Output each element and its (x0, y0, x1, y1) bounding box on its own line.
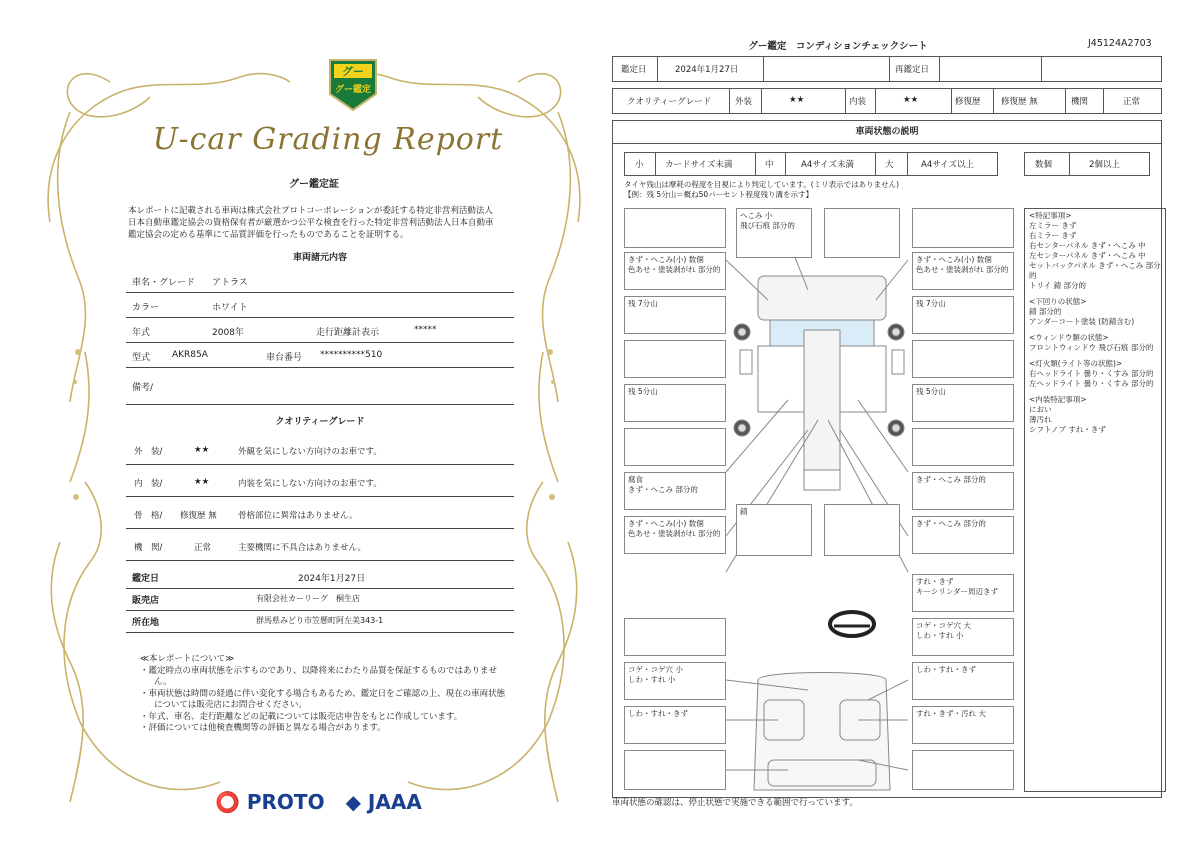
note-box-interior-right-front: コゲ・コゲ穴 大 しわ・すれ 小 (912, 618, 1014, 656)
script-title: U-car Grading Report (152, 122, 504, 157)
note-box-left-rear: 腐食 きず・へこみ 部分的 (624, 472, 726, 510)
engine-value: 正常 (1123, 97, 1141, 107)
sheet-footer: 車両状態の確認は、停止状態で実施できる範囲で行っています。 (612, 798, 858, 808)
note-box-front-center: へこみ 小 飛び石痕 部分的 (736, 208, 812, 258)
sheet-date-value: 2024年1月27日 (675, 65, 739, 75)
note-box-right-bottom: きず・へこみ 部分的 (912, 516, 1014, 554)
group-line: 右ミラー きず (1029, 231, 1077, 240)
notes-group-windows (1029, 333, 1161, 353)
description-title: 車両状態の説明 (613, 121, 1161, 144)
sheet-id: J45124A2703 (1088, 38, 1152, 49)
group-line: 錆 部分的 (1029, 307, 1062, 316)
note-box (912, 428, 1014, 466)
ext-label: 外装 (735, 97, 753, 107)
ext-value: ★★ (789, 95, 805, 105)
quality-label: 外 装/ (134, 447, 163, 457)
count-legend (1024, 152, 1150, 176)
group-line: 右センターパネル きず・へこみ 中 (1029, 241, 1146, 250)
address-value: 群馬県みどり市笠懸町阿左美343-1 (256, 616, 384, 625)
notes-group-interior (1029, 395, 1161, 435)
grade-row (612, 88, 1162, 114)
quality-text: 主要機関に不具合はありません。 (238, 543, 367, 553)
group-line: シフトノブ すれ・きず (1029, 425, 1106, 434)
legend-mid: 中 (765, 160, 774, 170)
chassis-label: 車台番号 (266, 353, 303, 363)
proto-logo: PROTO (246, 790, 325, 814)
year-value: 2008年 (212, 328, 244, 338)
int-label: 内装 (849, 97, 867, 107)
note-box-left-bottom: きず・へこみ(小) 数個 色あせ・塗装剥がれ 部分的 (624, 516, 726, 554)
certificate-body-text: 本レポートに記載される車両は株式会社プロトコーポレーションが委託する特定非営利活動法人日本自動車鑑定協会の資格保有者が厳選かつ公平な検査を行った特定非営利活動法人日本自動車鑑定協会の定める基準にて品質評価を行ったものであることを証明する。 (128, 206, 494, 240)
info-row-date (126, 566, 514, 589)
certificate-subtitle: グー鑑定証 (289, 179, 339, 190)
group-line: 薄汚れ (1029, 415, 1052, 424)
info-row-address (126, 610, 514, 633)
note-box-interior-right: しわ・すれ・きず (912, 662, 1014, 700)
color-label: カラー (132, 303, 160, 313)
notes-title: ≪本レポートについて≫ (140, 654, 235, 664)
note-box (824, 208, 900, 258)
note-item: ・評価については他検査機関等の評価と異なる場合があります。 (140, 723, 386, 733)
mileage-label: 走行距離計表示 (316, 328, 380, 338)
notes-group-underbody (1029, 297, 1161, 327)
group-title: <ウィンドウ類の状態> (1029, 333, 1109, 342)
tire-box-right-front: 残 7分山 (912, 296, 1014, 334)
note-item: ・年式、車名、走行距離などの記載については販売店申告をもとに作成しています。 (140, 711, 463, 722)
quality-text: 外観を気にしない方向けのお車です。 (238, 447, 382, 457)
mileage-value: ***** (414, 325, 437, 335)
condition-check-sheet (608, 30, 1164, 818)
redate-label: 再鑑定日 (895, 65, 930, 75)
note-box (624, 208, 726, 248)
note-box (624, 750, 726, 790)
date-value: 2024年1月27日 (298, 574, 366, 584)
notes-group-lights (1029, 359, 1161, 389)
quality-text: 内装を気にしない方向けのお車です。 (238, 479, 382, 489)
group-line: 左センターパネル きず・へこみ 中 (1029, 251, 1146, 260)
repair-label: 修復歴 (955, 97, 981, 107)
repair-value: 修復歴 無 (1001, 97, 1038, 107)
goo-kantei-badge-icon (328, 54, 378, 112)
spec-row-remarks (126, 372, 514, 405)
int-value: ★★ (903, 95, 919, 105)
notes-group-special (1029, 211, 1161, 291)
group-line: セットバックパネル きず・へこみ 部分的 (1029, 261, 1161, 280)
note-box (912, 750, 1014, 790)
logos (215, 790, 422, 814)
note-box (624, 340, 726, 378)
quality-label: 機 関/ (134, 543, 163, 553)
group-line: 左ヘッドライト 曇り・くすみ 部分的 (1029, 379, 1154, 388)
shop-value: 有限会社カーリーグ 桐生店 (256, 594, 360, 603)
tire-box-left-rear: 残 5分山 (624, 384, 726, 422)
note-box-left-front: きず・へこみ(小) 数個 色あせ・塗装剥がれ 部分的 (624, 252, 726, 290)
tire-note: タイヤ残山は摩耗の程度を目視により判定しています。(ミリ表示ではありません) (624, 180, 900, 189)
group-title: <特記事項> (1029, 211, 1072, 220)
note-box (624, 618, 726, 656)
quality-grade: 修復歴 無 (180, 511, 217, 521)
info-row-shop (126, 588, 514, 611)
shop-label: 販売店 (132, 596, 160, 606)
group-title: <下回りの状態> (1029, 297, 1087, 306)
quality-grade: 正常 (194, 543, 212, 553)
group-line: フロントウィンドウ 飛び石痕 部分的 (1029, 343, 1154, 352)
quality-row-interior (126, 468, 514, 497)
note-box (912, 340, 1014, 378)
date-row (612, 56, 1162, 82)
group-line: アンダーコート塗装 (防錆含む) (1029, 317, 1135, 326)
color-value: ホワイト (212, 303, 248, 313)
quality-label: 内 装/ (134, 479, 163, 489)
legend-count: 数個 (1035, 160, 1053, 170)
tire-box-left-front: 残 7分山 (624, 296, 726, 334)
report-notes (140, 654, 510, 735)
note-box (824, 504, 900, 556)
quality-row-frame (126, 500, 514, 529)
legend-small-desc: カードサイズ未満 (665, 160, 733, 170)
special-notes-panel (1024, 208, 1166, 792)
tire-box-right-rear: 残 5分山 (912, 384, 1014, 422)
proto-logo-icon: ⭕ (215, 790, 240, 814)
quality-section-title: クオリティーグレード (275, 417, 365, 427)
legend-mid-desc: A4サイズ未満 (801, 160, 855, 170)
group-line: におい (1029, 405, 1052, 414)
grading-certificate (40, 22, 588, 832)
spec-row-color (126, 295, 514, 318)
size-legend (624, 152, 998, 176)
group-title: <灯火類(ライト等の状態)> (1029, 359, 1123, 368)
note-box-rear-center: 錆 (736, 504, 812, 556)
jaaa-logo: JAAA (367, 790, 422, 814)
model-label: 型式 (132, 353, 151, 363)
spec-row-model (126, 345, 514, 368)
sheet-date-label: 鑑定日 (621, 65, 647, 75)
legend-large-desc: A4サイズ以上 (921, 160, 975, 170)
spec-row-name (126, 270, 514, 293)
tire-example-note: 【例：残 5分山＝概ね50パーセント程度残り溝を示す】 (624, 190, 814, 199)
legend-large: 大 (885, 160, 894, 170)
note-box-steering: すれ・きず キーシリンダー周辺きず (912, 574, 1014, 612)
note-box-right-front: きず・へこみ(小) 数個 色あせ・塗装剥がれ 部分的 (912, 252, 1014, 290)
sheet-title: グー鑑定 コンディションチェックシート (748, 41, 928, 52)
remarks-label: 備考/ (132, 383, 154, 393)
group-title: <内装特記事項> (1029, 395, 1087, 404)
legend-count-desc: 2個以上 (1089, 160, 1120, 170)
group-line: 左ミラー きず (1029, 221, 1077, 230)
quality-row-engine (126, 532, 514, 561)
address-label: 所在地 (132, 618, 160, 628)
group-line: 右ヘッドライト 曇り・くすみ 部分的 (1029, 369, 1154, 378)
svg-text:グー鑑定: グー鑑定 (334, 85, 372, 95)
quality-text: 骨格部位に異常はありません。 (238, 511, 358, 521)
engine-label: 機関 (1071, 97, 1089, 107)
group-line: トリイ 錆 部分的 (1029, 281, 1087, 290)
jaaa-logo-icon: ◆ (345, 790, 361, 814)
note-item: ・車両状態は時間の経過に伴い変化する場合もあるため、鑑定日をご確認の上、現在の車両状態については販売店にお問合せください。 (140, 688, 506, 710)
chassis-value: **********510 (320, 350, 383, 360)
quality-grade: ★★ (194, 477, 210, 487)
name-label: 車名・グレード (132, 278, 196, 288)
spec-row-year (126, 320, 514, 343)
note-box (624, 428, 726, 466)
note-box-interior-left: コゲ・コゲ穴 小 しわ・すれ 小 (624, 662, 726, 700)
quality-row-exterior (126, 436, 514, 465)
svg-text:グー: グー (342, 65, 364, 78)
model-value: AKR85A (172, 350, 208, 360)
quality-label: 骨 格/ (134, 511, 163, 521)
spec-section-title: 車両諸元内容 (292, 253, 347, 263)
name-value: アトラス (212, 278, 248, 288)
note-box-interior-right-rear: すれ・きず・汚れ 大 (912, 706, 1014, 744)
grade-label: クオリティーグレード (627, 97, 712, 107)
year-label: 年式 (132, 328, 151, 338)
note-box-interior-left-rear: しわ・すれ・きず (624, 706, 726, 744)
note-item: ・鑑定時点の車両状態を示すものであり、以降将来にわたり品質を保証するものではありません。 (140, 665, 498, 687)
note-box-right-rear: きず・へこみ 部分的 (912, 472, 1014, 510)
date-label: 鑑定日 (132, 574, 160, 584)
quality-grade: ★★ (194, 445, 210, 455)
legend-small: 小 (635, 160, 644, 170)
note-box (912, 208, 1014, 248)
